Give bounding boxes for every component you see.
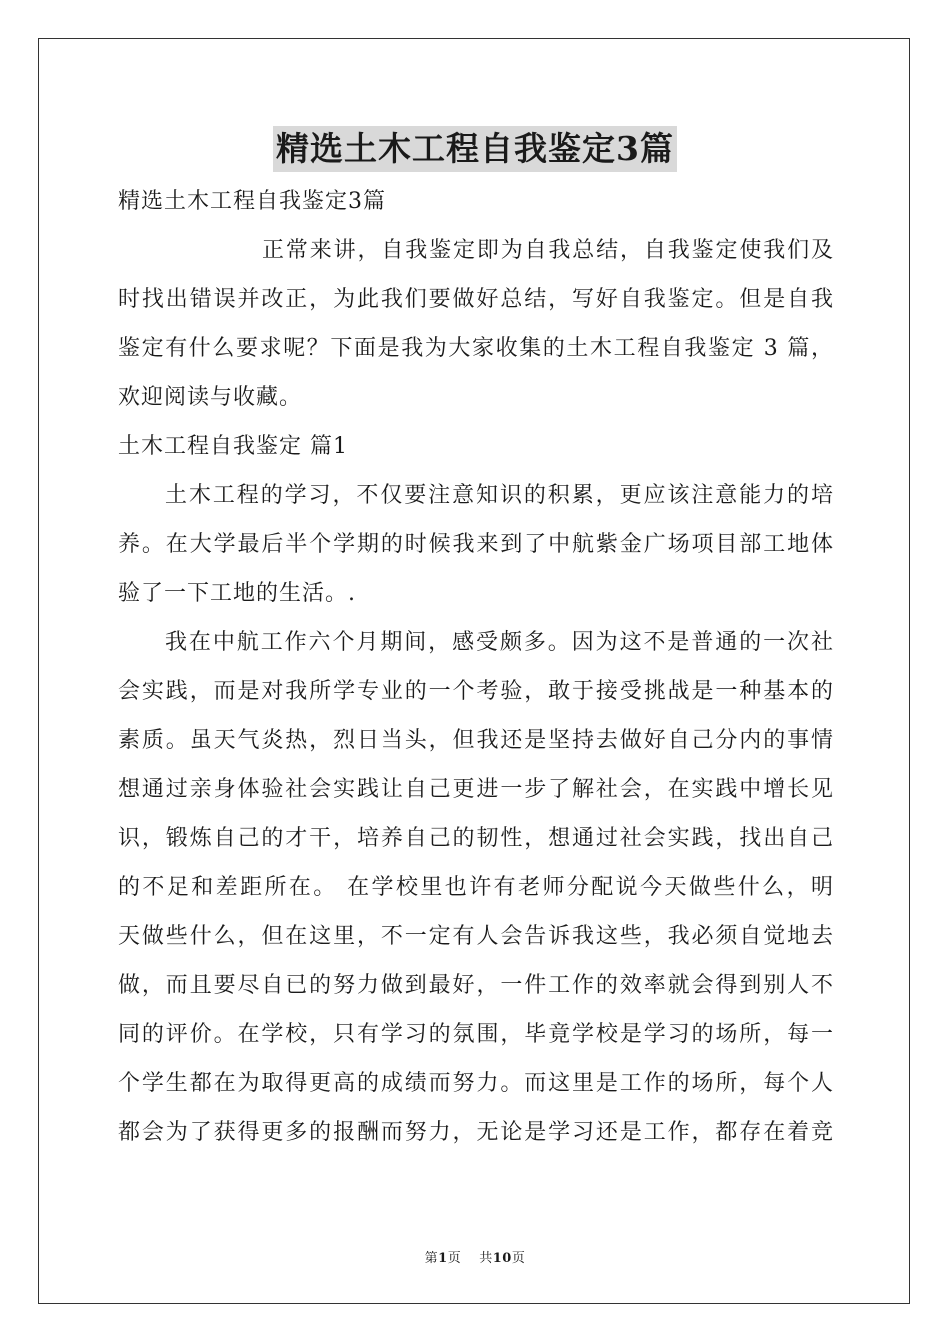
text-line: 做，而且要尽自已的努力做到最好，一件工作的效率就会得到别人不 (118, 973, 834, 998)
text-line: 天做些什么，但在这里，不一定有人会告诉我这些，我必须自觉地去 (118, 924, 834, 949)
text-line: 都会为了获得更多的报酬而努力，无论是学习还是工作，都存在着竞 (118, 1120, 834, 1145)
text-line: 会实践，而是对我所学专业的一个考验，敢于接受挑战是一种基本的 (118, 679, 834, 704)
total-pages: 10 (492, 1251, 512, 1266)
page-prefix: 第 (424, 1251, 439, 1266)
document-body (118, 177, 834, 1157)
text-line: 识，锻炼自己的才干，培养自己的韧性，想通过社会实践，找出自己 (118, 826, 834, 851)
text-line: 想通过亲身体验社会实践让自己更进一步了解社会，在实践中增长见 (118, 777, 834, 802)
page-suffix: 页 (447, 1251, 462, 1266)
total-prefix: 共 (479, 1251, 493, 1266)
text-line: 精选土木工程自我鉴定3篇 (118, 189, 386, 214)
total-suffix: 页 (511, 1251, 526, 1266)
text-line: 素质。虽天气炎热，烈日当头，但我还是坚持去做好自己分内的事情 (118, 728, 834, 753)
text-line: 时找出错误并改正，为此我们要做好总结，写好自我鉴定。但是自我 (118, 287, 834, 312)
page-footer (0, 1247, 950, 1266)
text-line: 养。在大学最后半个学期的时候我来到了中航紫金广场项目部工地体 (118, 532, 834, 557)
text-line: 的不足和差距所在。 在学校里也许有老师分配说今天做些什么，明 (118, 875, 834, 900)
text-line: 正常来讲，自我鉴定即为自我总结，自我鉴定使我们及 (262, 238, 834, 263)
page-number: 1 (438, 1251, 448, 1266)
text-line: 欢迎阅读与收藏。 (118, 385, 303, 410)
section-heading: 土木工程自我鉴定 篇1 (118, 434, 348, 459)
title-wrap (0, 126, 950, 172)
text-line: 个学生都在为取得更高的成绩而努力。而这里是工作的场所，每个人 (118, 1071, 834, 1096)
text-line: 土木工程的学习，不仅要注意知识的积累，更应该注意能力的培 (165, 483, 834, 508)
text-line: 验了一下工地的生活。. (118, 581, 356, 606)
text-line: 我在中航工作六个月期间，感受颇多。因为这不是普通的一次社 (165, 630, 834, 655)
text-line: 鉴定有什么要求呢？下面是我为大家收集的土木工程自我鉴定 3 篇， (118, 336, 834, 361)
document-title: 精选土木工程自我鉴定3篇 (273, 126, 677, 172)
text-line: 同的评价。在学校，只有学习的氛围，毕竟学校是学习的场所，每一 (118, 1022, 834, 1047)
